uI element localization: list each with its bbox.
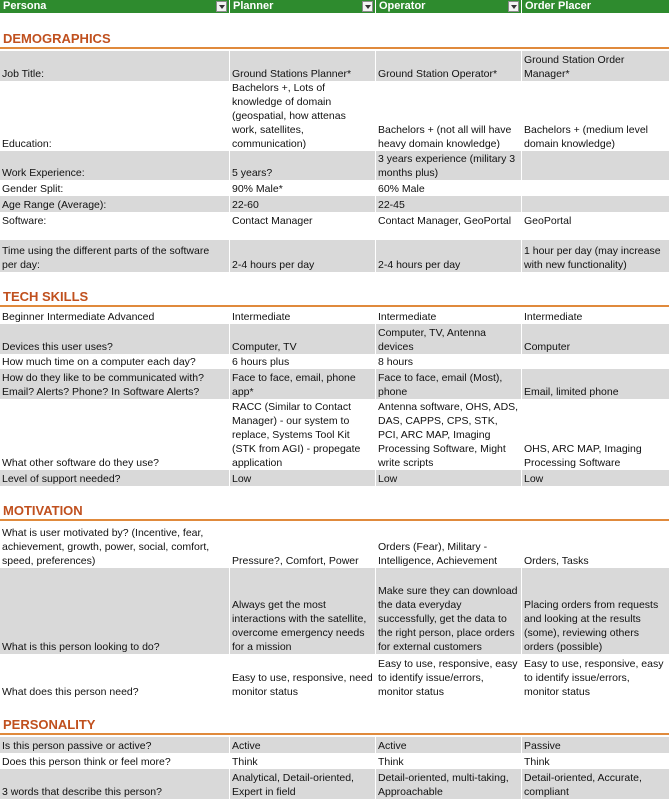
cell-planner[interactable]: Active bbox=[229, 737, 375, 753]
section-title-demographics: DEMOGRAPHICS bbox=[0, 31, 669, 49]
cell-operator[interactable]: Make sure they can download the data everyday successfully, get the data to the right person, place orders for external customers bbox=[375, 568, 521, 654]
cell-order-placer[interactable]: Low bbox=[521, 470, 669, 486]
table-row bbox=[0, 212, 669, 228]
cell-operator[interactable]: 60% Male bbox=[375, 180, 521, 196]
cell-planner[interactable]: 90% Male* bbox=[229, 180, 375, 196]
row-label[interactable]: Job Title: bbox=[2, 68, 45, 80]
table-row bbox=[0, 369, 669, 399]
cell-planner[interactable]: Pressure?, Comfort, Power bbox=[229, 523, 375, 568]
cell-operator[interactable]: Easy to use, responsive, easy to identify issue/errors, monitor status bbox=[375, 654, 521, 699]
section-title-motivation: MOTIVATION bbox=[0, 503, 669, 521]
table-row bbox=[0, 324, 669, 354]
cell-operator[interactable]: Antenna software, OHS, ADS, DAS, CAPPS, CPS, STK, PCI, ARC MAP, Imaging Processing Software, Might write scripts bbox=[375, 399, 521, 470]
row-label[interactable]: Age Range (Average): bbox=[2, 199, 107, 211]
cell-planner[interactable]: 5 years? bbox=[229, 151, 375, 180]
cell-order-placer[interactable] bbox=[521, 354, 669, 369]
filter-dropdown-icon[interactable] bbox=[216, 1, 227, 12]
table-row bbox=[0, 654, 669, 699]
cell-planner[interactable]: Low bbox=[229, 470, 375, 486]
cell-planner[interactable]: 2-4 hours per day bbox=[229, 240, 375, 272]
cell-planner[interactable]: Face to face, email, phone app* bbox=[229, 369, 375, 399]
cell-order-placer[interactable]: Intermediate bbox=[521, 308, 669, 324]
cell-operator[interactable]: Think bbox=[375, 753, 521, 769]
filter-dropdown-icon[interactable] bbox=[362, 1, 373, 12]
cell-planner[interactable]: Think bbox=[229, 753, 375, 769]
cell-operator[interactable]: Contact Manager, GeoPortal bbox=[375, 212, 521, 228]
cell-order-placer[interactable]: Orders, Tasks bbox=[521, 523, 669, 568]
cell-order-placer[interactable]: Email, limited phone bbox=[521, 369, 669, 399]
row-label[interactable]: Devices this user uses? bbox=[2, 341, 113, 353]
cell-operator[interactable]: Bachelors + (not all will have heavy domain knowledge) bbox=[375, 81, 521, 151]
row-label[interactable]: Work Experience: bbox=[2, 167, 85, 179]
cell-operator[interactable]: 22-45 bbox=[375, 196, 521, 212]
header-cell-planner[interactable] bbox=[229, 0, 375, 13]
table-row bbox=[0, 470, 669, 486]
cell-planner[interactable]: Always get the most interactions with the satellite, overcome emergency needs for a mission bbox=[229, 568, 375, 654]
header-label: Planner bbox=[233, 0, 274, 12]
table-row bbox=[0, 769, 669, 799]
cell-planner[interactable]: Computer, TV bbox=[229, 324, 375, 354]
cell-order-placer[interactable]: Easy to use, responsive, easy to identify issue/errors, monitor status bbox=[521, 654, 669, 699]
row-label[interactable]: Time using the different parts of the software per day: bbox=[2, 245, 210, 271]
cell-operator[interactable]: 8 hours bbox=[375, 354, 521, 369]
table-row bbox=[0, 51, 669, 81]
row-label[interactable]: What other software do they use? bbox=[2, 457, 160, 469]
cell-planner[interactable]: Bachelors +, Lots of knowledge of domain (geospatial, how attenas work, satellites, communication) bbox=[229, 81, 375, 151]
table-row bbox=[0, 523, 669, 568]
row-label[interactable]: Education: bbox=[2, 138, 52, 150]
header-cell-order-placer[interactable] bbox=[521, 0, 669, 13]
cell-order-placer[interactable]: OHS, ARC MAP, Imaging Processing Software bbox=[521, 399, 669, 470]
header-cell-persona[interactable] bbox=[0, 0, 229, 13]
cell-order-placer[interactable] bbox=[521, 151, 669, 180]
section-title-tech-skills: TECH SKILLS bbox=[0, 289, 669, 307]
cell-order-placer[interactable]: 1 hour per day (may increase with new functionality) bbox=[521, 240, 669, 272]
header-label: Operator bbox=[379, 0, 426, 12]
cell-order-placer[interactable]: Think bbox=[521, 753, 669, 769]
cell-order-placer[interactable]: Detail-oriented, Accurate, compliant bbox=[521, 769, 669, 799]
row-label[interactable]: Gender Split: bbox=[2, 183, 64, 195]
table-row bbox=[0, 151, 669, 180]
cell-order-placer[interactable]: Passive bbox=[521, 737, 669, 753]
cell-order-placer[interactable] bbox=[521, 196, 669, 212]
row-label[interactable]: What does this person need? bbox=[2, 686, 139, 698]
cell-order-placer[interactable]: Ground Station Order Manager* bbox=[521, 51, 669, 81]
cell-operator[interactable]: Low bbox=[375, 470, 521, 486]
row-label[interactable]: How much time on a computer each day? bbox=[2, 356, 196, 368]
row-label[interactable]: How do they like to be communicated with? Email? Alerts? Phone? In Software Alerts? bbox=[2, 372, 204, 398]
cell-planner[interactable]: Intermediate bbox=[229, 308, 375, 324]
cell-operator[interactable]: 3 years experience (military 3 months plus) bbox=[375, 151, 521, 180]
cell-planner[interactable]: 22-60 bbox=[229, 196, 375, 212]
cell-order-placer[interactable]: GeoPortal bbox=[521, 212, 669, 228]
cell-planner[interactable]: Ground Stations Planner* bbox=[229, 51, 375, 81]
row-label[interactable]: 3 words that describe this person? bbox=[2, 786, 162, 798]
cell-order-placer[interactable]: Bachelors + (medium level domain knowledge) bbox=[521, 81, 669, 151]
table-row bbox=[0, 737, 669, 753]
row-label[interactable]: Level of support needed? bbox=[2, 473, 121, 485]
cell-operator[interactable]: Face to face, email (Most), phone bbox=[375, 369, 521, 399]
row-label[interactable]: What is this person looking to do? bbox=[2, 641, 160, 653]
cell-planner[interactable]: RACC (Similar to Contact Manager) - our system to replace, Systems Tool Kit (STK from AGI) - propegate application bbox=[229, 399, 375, 470]
cell-operator[interactable]: Active bbox=[375, 737, 521, 753]
table-row bbox=[0, 180, 669, 196]
header-cell-operator[interactable] bbox=[375, 0, 521, 13]
row-label[interactable]: Beginner Intermediate Advanced bbox=[2, 311, 155, 323]
cell-order-placer[interactable]: Placing orders from requests and looking at the results (some), reviewing others orders (possible) bbox=[521, 568, 669, 654]
cell-operator[interactable]: Orders (Fear), Military - Intelligence, Achievement bbox=[375, 523, 521, 568]
section-title-personality: PERSONALITY bbox=[0, 717, 669, 735]
cell-operator[interactable]: Detail-oriented, multi-taking, Approachable bbox=[375, 769, 521, 799]
cell-planner[interactable]: Contact Manager bbox=[229, 212, 375, 228]
table-row bbox=[0, 568, 669, 654]
header-label: Persona bbox=[3, 0, 47, 12]
table-row bbox=[0, 753, 669, 769]
row-label[interactable]: Software: bbox=[2, 215, 47, 227]
row-label[interactable]: What is user motivated by? (Incentive, fear, achievement, growth, power, social, comfort, speed, preferences) bbox=[2, 527, 210, 567]
cell-planner[interactable]: 6 hours plus bbox=[229, 354, 375, 369]
cell-planner[interactable]: Analytical, Detail-oriented, Expert in field bbox=[229, 769, 375, 799]
cell-operator[interactable]: Computer, TV, Antenna devices bbox=[375, 324, 521, 354]
cell-operator[interactable]: Intermediate bbox=[375, 308, 521, 324]
header-row bbox=[0, 0, 669, 13]
cell-operator[interactable]: 2-4 hours per day bbox=[375, 240, 521, 272]
filter-dropdown-icon[interactable] bbox=[508, 1, 519, 12]
table-row bbox=[0, 399, 669, 470]
cell-planner[interactable]: Easy to use, responsive, need monitor status bbox=[229, 654, 375, 699]
cell-order-placer[interactable] bbox=[521, 180, 669, 196]
cell-order-placer[interactable]: Computer bbox=[521, 324, 669, 354]
row-label[interactable]: Is this person passive or active? bbox=[2, 740, 152, 752]
cell-operator[interactable]: Ground Station Operator* bbox=[375, 51, 521, 81]
table-row bbox=[0, 354, 669, 369]
row-label[interactable]: Does this person think or feel more? bbox=[2, 756, 171, 768]
table-row bbox=[0, 240, 669, 272]
table-row bbox=[0, 308, 669, 324]
header-label: Order Placer bbox=[525, 0, 592, 12]
table-row bbox=[0, 196, 669, 212]
table-row bbox=[0, 81, 669, 151]
